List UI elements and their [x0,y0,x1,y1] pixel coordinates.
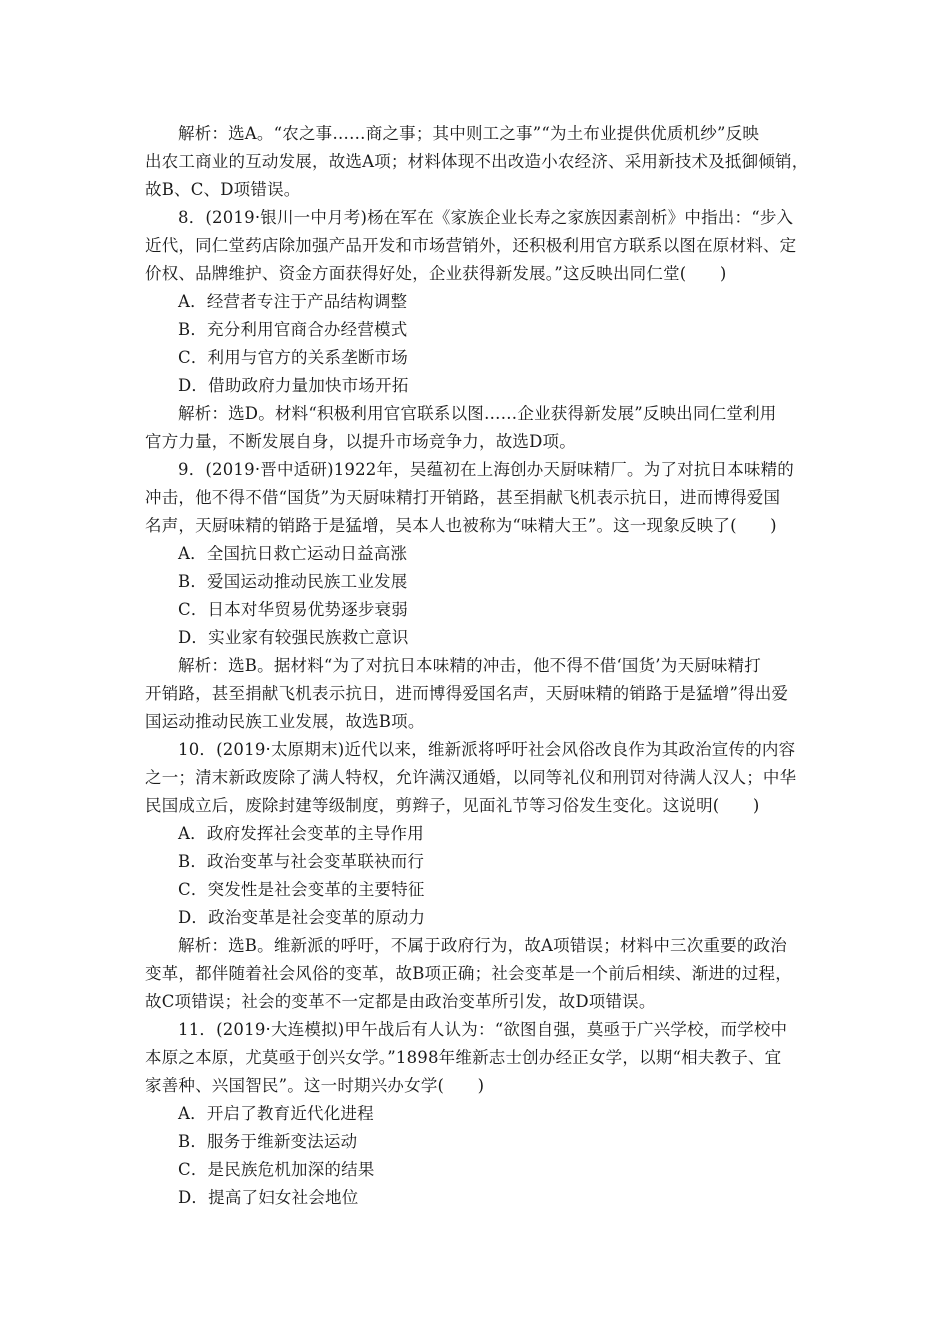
analysis-block [145,932,810,1016]
question-line: 家善种、兴国智民”。这一时期兴办女学( ) [145,1076,485,1095]
option-line: A．开启了教育近代化进程 [178,1104,374,1123]
analysis-line: 解析：选A。“农之事……商之事；其中则工之事”“为土布业提供优质机纱”反映 [178,124,760,143]
analysis-line: 官方力量，不断发展自身，以提升市场竞争力，故选D项。 [145,432,576,451]
question-block [145,1016,810,1100]
option-line: A．政府发挥社会变革的主导作用 [178,824,424,843]
option-line: D．提高了妇女社会地位 [178,1188,359,1207]
question-line: 之一；清末新政废除了满人特权，允许满汉通婚，以同等礼仪和刑罚对待满人汉人；中华 [145,768,797,787]
analysis-line: 解析：选D。材料“积极利用官官联系以图……企业获得新发展”反映出同仁堂利用 [178,404,777,423]
question-line: 名声，天厨味精的销路于是猛增，吴本人也被称为“味精大王”。这一现象反映了( ) [145,516,777,535]
options-block [145,540,810,652]
options-block [145,288,810,400]
question-line: 本原之本原，尤莫亟于创兴女学。”1898年维新志士创办经正女学，以期“相夫教子、宜 [145,1048,782,1067]
options-block [145,820,810,932]
question-line: 价权、品牌维护、资金方面获得好处，企业获得新发展。”这反映出同仁堂( ) [145,264,727,283]
question-line: 近代，同仁堂药店除加强产品开发和市场营销外，还积极利用官方联系以图在原材料、定 [145,236,797,255]
question-line: 9．(2019·晋中适研)1922年，吴蕴初在上海创办天厨味精厂。为了对抗日本味精的 [178,460,794,479]
question-line: 10．(2019·太原期末)近代以来，维新派将呼吁社会风俗改良作为其政治宣传的内容 [178,740,796,759]
option-line: A．全国抗日救亡运动日益高涨 [178,544,408,563]
option-line: D．政治变革是社会变革的原动力 [178,908,426,927]
option-line: B．服务于维新变法运动 [178,1132,358,1151]
option-line: C．是民族危机加深的结果 [178,1160,375,1179]
analysis-line: 故B、C、D项错误。 [145,180,301,199]
analysis-line: 开销路，甚至捐献飞机表示抗日，进而博得爱国名声，天厨味精的销路于是猛增”得出爱 [145,684,789,703]
question-line: 冲击，他不得不借“国货”为天厨味精打开销路，甚至捐献飞机表示抗日，进而博得爱国 [145,488,781,507]
option-line: B．政治变革与社会变革联袂而行 [178,852,425,871]
analysis-line: 出农工商业的互动发展，故选A项；材料体现不出改造小农经济、采用新技术及抵御倾销， [145,152,809,171]
analysis-block [145,400,810,456]
document-page [145,120,810,1212]
analysis-line: 故C项错误；社会的变革不一定都是由政治变革所引发，故D项错误。 [145,992,656,1011]
option-line: A．经营者专注于产品结构调整 [178,292,408,311]
options-block [145,1100,810,1212]
option-line: C．利用与官方的关系垄断市场 [178,348,408,367]
option-line: C．突发性是社会变革的主要特征 [178,880,425,899]
option-line: B．充分利用官商合办经营模式 [178,320,408,339]
analysis-line: 解析：选B。维新派的呼吁，不属于政府行为，故A项错误；材料中三次重要的政治 [178,936,787,955]
option-line: D．借助政府力量加快市场开拓 [178,376,409,395]
question-line: 民国成立后，废除封建等级制度，剪辫子，见面礼节等习俗发生变化。这说明( ) [145,796,760,815]
question-line: 8．(2019·银川一中月考)杨在军在《家族企业长寿之家族因素剖析》中指出：“步入 [178,208,794,227]
analysis-line: 国运动推动民族工业发展，故选B项。 [145,712,425,731]
option-line: D．实业家有较强民族救亡意识 [178,628,409,647]
question-block [145,456,810,540]
option-line: B．爱国运动推动民族工业发展 [178,572,408,591]
analysis-line: 变革，都伴随着社会风俗的变革，故B项正确；社会变革是一个前后相续、渐进的过程， [145,964,792,983]
analysis-block [145,120,810,204]
question-line: 11．(2019·大连模拟)甲午战后有人认为：“欲图自强，莫亟于广兴学校，而学校中 [178,1020,788,1039]
question-block [145,736,810,820]
option-line: C．日本对华贸易优势逐步衰弱 [178,600,408,619]
analysis-block [145,652,810,736]
question-block [145,204,810,288]
analysis-line: 解析：选B。据材料“为了对抗日本味精的冲击，他不得不借‘国货’为天厨味精打 [178,656,761,675]
